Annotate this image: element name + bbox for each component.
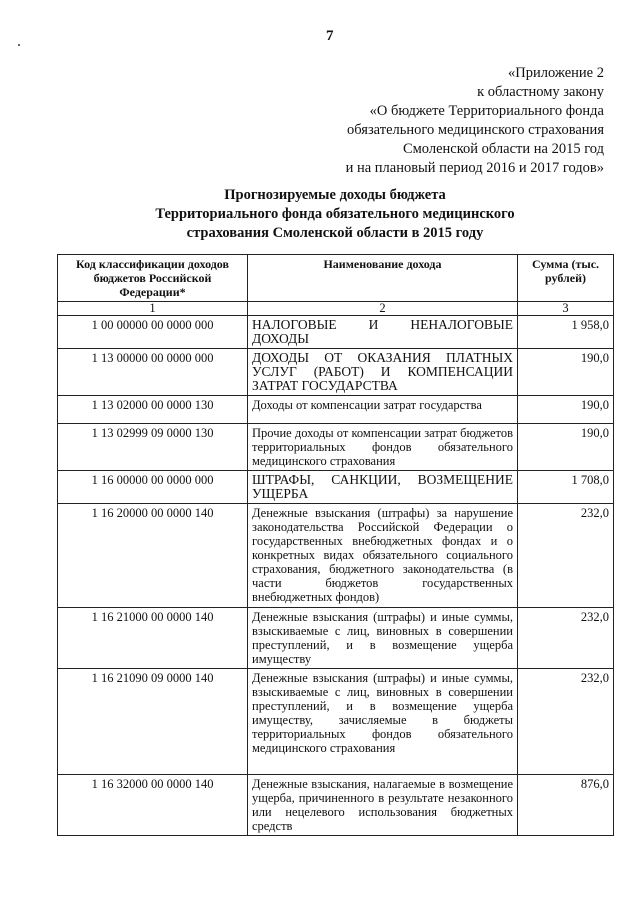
row-name: НАЛОГОВЫЕ И НЕНАЛОГОВЫЕ ДОХОДЫ [248,316,518,349]
appendix-line: Смоленской области на 2015 год [402,141,604,157]
column-number: 2 [248,302,518,316]
appendix-line: «Приложение 2 [508,65,604,81]
row-name: Денежные взыскания, налагаемые в возмещение ущерба, причиненного в результате незаконного или нецелевого использования бюджетных средств [248,775,518,836]
row-name: Доходы от компенсации затрат государства [248,396,518,424]
header-sum: Сумма (тыс. рублей) [518,255,614,302]
row-code: 1 16 20000 00 0000 140 [58,504,248,608]
row-name: Денежные взыскания (штрафы) и иные суммы, взыскиваемые с лиц, виновных в совершении преступлений, и в возмещение ущерба имуществу, зачисляемые в бюджеты территориальных фондов обязательного медицинского страхования [248,669,518,775]
income-table [57,254,614,836]
column-number: 1 [58,302,248,316]
appendix-line: и на плановый период 2016 и 2017 годов» [345,160,604,176]
appendix-line: к областному закону [477,84,604,100]
table-row [58,424,614,471]
row-name: Денежные взыскания (штрафы) за нарушение законодательства Российской Федерации о государственных внебюджетных фондах и о конкретных видах обязательного социального страхования, бюджетного законодательства (в части бюджетов государственных внебюджетных фондов) [248,504,518,608]
row-code: 1 00 00000 00 0000 000 [58,316,248,349]
table-row [58,349,614,396]
table-header-row [58,255,614,302]
row-sum: 190,0 [518,424,614,471]
row-code: 1 16 32000 00 0000 140 [58,775,248,836]
scan-speck [18,44,20,46]
table-row [58,316,614,349]
row-name: Денежные взыскания (штрафы) и иные суммы, взыскиваемые с лиц, виновных в совершении преступлений, и в возмещение ущерба имуществу [248,608,518,669]
table-row [58,471,614,504]
row-name: ДОХОДЫ ОТ ОКАЗАНИЯ ПЛАТНЫХ УСЛУГ (РАБОТ) И КОМПЕНСАЦИИ ЗАТРАТ ГОСУДАРСТВА [248,349,518,396]
row-sum: 190,0 [518,349,614,396]
row-sum: 1 958,0 [518,316,614,349]
appendix-line: обязательного медицинского страхования [347,122,604,138]
title-line: Прогнозируемые доходы бюджета [224,187,446,203]
row-sum: 190,0 [518,396,614,424]
row-name: ШТРАФЫ, САНКЦИИ, ВОЗМЕЩЕНИЕ УЩЕРБА [248,471,518,504]
row-code: 1 16 21090 09 0000 140 [58,669,248,775]
row-sum: 232,0 [518,669,614,775]
column-number-row [58,302,614,316]
page-number: 7 [326,28,334,44]
header-code: Код классификации доходов бюджетов Российской Федерации* [58,255,248,302]
title-line: страхования Смоленской области в 2015 году [186,225,484,241]
row-sum: 876,0 [518,775,614,836]
row-code: 1 13 02000 00 0000 130 [58,396,248,424]
table-row [58,396,614,424]
appendix-heading [346,64,604,178]
row-sum: 232,0 [518,504,614,608]
row-code: 1 16 21000 00 0000 140 [58,608,248,669]
title-line: Территориального фонда обязательного медицинского [155,206,515,222]
row-sum: 1 708,0 [518,471,614,504]
table-row [58,775,614,836]
column-number: 3 [518,302,614,316]
row-sum: 232,0 [518,608,614,669]
table-row [58,504,614,608]
document-title [60,186,610,243]
row-code: 1 13 00000 00 0000 000 [58,349,248,396]
header-name: Наименование дохода [248,255,518,302]
row-code: 1 13 02999 09 0000 130 [58,424,248,471]
row-name: Прочие доходы от компенсации затрат бюджетов территориальных фондов обязательного медицинского страхования [248,424,518,471]
row-code: 1 16 00000 00 0000 000 [58,471,248,504]
table-row [58,669,614,775]
appendix-line: «О бюджете Территориального фонда [369,103,604,119]
table-row [58,608,614,669]
